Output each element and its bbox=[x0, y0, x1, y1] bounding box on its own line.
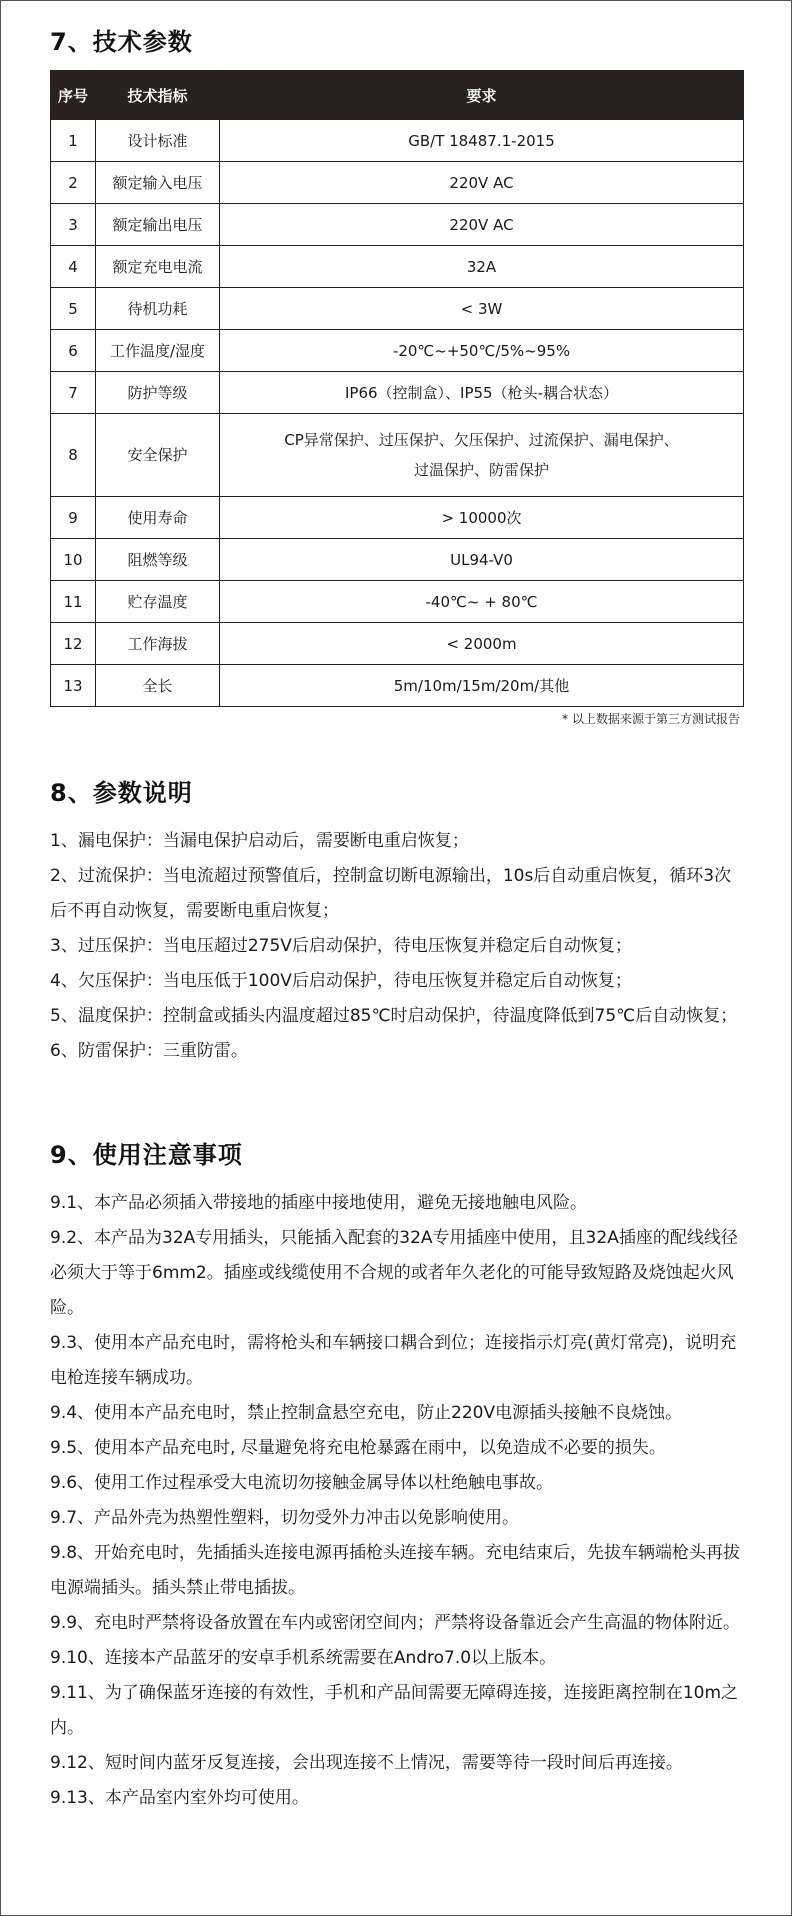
requirement-line-1: CP异常保护、过压保护、欠压保护、过流保护、漏电保护、 bbox=[284, 431, 679, 449]
table-row bbox=[51, 665, 744, 707]
row-index: 12 bbox=[51, 623, 96, 665]
list-item: 5、温度保护：控制盒或插头内温度超过85℃时启动保护，待温度降低到75℃后自动恢复； bbox=[50, 1006, 738, 1026]
row-index: 3 bbox=[51, 204, 96, 246]
row-index: 9 bbox=[51, 497, 96, 539]
row-requirement: 32A bbox=[220, 246, 744, 288]
row-spec: 防护等级 bbox=[96, 372, 220, 414]
row-index: 4 bbox=[51, 246, 96, 288]
table-row bbox=[51, 497, 744, 539]
tech-params-table bbox=[50, 70, 744, 707]
list-item: 1、漏电保护：当漏电保护启动后，需要断电重启恢复； bbox=[50, 831, 469, 851]
row-index: 7 bbox=[51, 372, 96, 414]
row-spec: 安全保护 bbox=[96, 414, 220, 497]
row-index: 8 bbox=[51, 414, 96, 497]
row-requirement: 220V AC bbox=[220, 204, 744, 246]
row-requirement: GB/T 18487.1-2015 bbox=[220, 120, 744, 162]
usage-notes-title: 9、使用注意事项 bbox=[50, 1141, 243, 1169]
row-index: 6 bbox=[51, 330, 96, 372]
list-item: 9.10、连接本产品蓝牙的安卓手机系统需要在Andro7.0以上版本。 bbox=[50, 1648, 557, 1668]
param-description-title: 8、参数说明 bbox=[50, 779, 193, 807]
row-spec: 额定输入电压 bbox=[96, 162, 220, 204]
row-requirement: < 3W bbox=[220, 288, 744, 330]
header-requirement: 要求 bbox=[220, 71, 744, 120]
list-item: 9.13、本产品室内室外均可使用。 bbox=[50, 1788, 309, 1808]
list-item: 6、防雷保护：三重防雷。 bbox=[50, 1041, 248, 1061]
row-requirement: 220V AC bbox=[220, 162, 744, 204]
list-item: 9.4、使用本产品充电时，禁止控制盒悬空充电，防止220V电源插头接触不良烧蚀。 bbox=[50, 1403, 683, 1423]
row-spec: 工作温度/湿度 bbox=[96, 330, 220, 372]
list-item: 9.12、短时间内蓝牙反复连接，会出现连接不上情况，需要等待一段时间后再连接。 bbox=[50, 1753, 683, 1773]
list-item: 2、过流保护：当电流超过预警值后，控制盒切断电源输出，10s后自动重启恢复，循环3次后不再自动恢复，需要断电重启恢复； bbox=[50, 866, 732, 921]
row-spec: 额定输出电压 bbox=[96, 204, 220, 246]
list-item: 9.11、为了确保蓝牙连接的有效性，手机和产品间需要无障碍连接，连接距离控制在10m之内。 bbox=[50, 1683, 739, 1738]
row-spec: 工作海拔 bbox=[96, 623, 220, 665]
list-item: 9.7、产品外壳为热塑性塑料，切勿受外力冲击以免影响使用。 bbox=[50, 1508, 520, 1528]
row-spec: 全长 bbox=[96, 665, 220, 707]
row-index: 10 bbox=[51, 539, 96, 581]
row-requirement: IP66（控制盒）、IP55（枪头-耦合状态） bbox=[220, 372, 744, 414]
list-item: 4、欠压保护：当电压低于100V后启动保护，待电压恢复并稳定后自动恢复； bbox=[50, 971, 632, 991]
row-index: 1 bbox=[51, 120, 96, 162]
usage-notes-list bbox=[50, 1186, 746, 1816]
row-requirement bbox=[220, 414, 744, 497]
table-row bbox=[51, 581, 744, 623]
row-spec: 贮存温度 bbox=[96, 581, 220, 623]
list-item: 9.2、本产品为32A专用插头，只能插入配套的32A专用插座中使用，且32A插座的配线线径必须大于等于6mm2。插座或线缆使用不合规的或者年久老化的可能导致短路及烧蚀起火风险。 bbox=[50, 1228, 738, 1318]
header-index: 序号 bbox=[51, 71, 96, 120]
table-row bbox=[51, 539, 744, 581]
row-index: 2 bbox=[51, 162, 96, 204]
table-row bbox=[51, 330, 744, 372]
row-requirement: 5m/10m/15m/20m/其他 bbox=[220, 665, 744, 707]
list-item: 9.6、使用工作过程承受大电流切勿接触金属导体以杜绝触电事故。 bbox=[50, 1473, 554, 1493]
table-row bbox=[51, 414, 744, 497]
row-requirement: -20℃~+50℃/5%~95% bbox=[220, 330, 744, 372]
row-requirement: UL94-V0 bbox=[220, 539, 744, 581]
list-item: 9.3、使用本产品充电时，需将枪头和车辆接口耦合到位；连接指示灯亮(黄灯常亮)，说明充电枪连接车辆成功。 bbox=[50, 1333, 737, 1388]
tech-params-title: 7、技术参数 bbox=[50, 28, 193, 56]
table-row bbox=[51, 162, 744, 204]
table-row bbox=[51, 246, 744, 288]
table-header-row bbox=[51, 71, 744, 120]
requirement-line-2: 过温保护、防雷保护 bbox=[413, 461, 549, 479]
row-spec: 使用寿命 bbox=[96, 497, 220, 539]
table-row bbox=[51, 204, 744, 246]
row-spec: 阻燃等级 bbox=[96, 539, 220, 581]
source-note: * 以上数据来源于第三方测试报告 bbox=[562, 712, 740, 726]
param-description-list bbox=[50, 824, 746, 1069]
row-requirement: > 10000次 bbox=[220, 497, 744, 539]
list-item: 9.8、开始充电时，先插插头连接电源再插枪头连接车辆。充电结束后，先拔车辆端枪头再拔电源端插头。插头禁止带电插拔。 bbox=[50, 1543, 741, 1598]
table-row bbox=[51, 120, 744, 162]
row-index: 5 bbox=[51, 288, 96, 330]
header-spec: 技术指标 bbox=[96, 71, 220, 120]
list-item: 9.5、使用本产品充电时, 尽量避免将充电枪暴露在雨中，以免造成不必要的损失。 bbox=[50, 1438, 666, 1458]
row-spec: 待机功耗 bbox=[96, 288, 220, 330]
table-row bbox=[51, 372, 744, 414]
row-spec: 额定充电电流 bbox=[96, 246, 220, 288]
list-item: 9.9、充电时严禁将设备放置在车内或密闭空间内；严禁将设备靠近会产生高温的物体附近。 bbox=[50, 1613, 741, 1633]
list-item: 9.1、本产品必须插入带接地的插座中接地使用，避免无接地触电风险。 bbox=[50, 1193, 588, 1213]
row-index: 13 bbox=[51, 665, 96, 707]
row-requirement: -40℃~ + 80℃ bbox=[220, 581, 744, 623]
list-item: 3、过压保护：当电压超过275V后启动保护，待电压恢复并稳定后自动恢复； bbox=[50, 936, 632, 956]
table-row bbox=[51, 623, 744, 665]
row-spec: 设计标准 bbox=[96, 120, 220, 162]
row-requirement: < 2000m bbox=[220, 623, 744, 665]
row-index: 11 bbox=[51, 581, 96, 623]
table-row bbox=[51, 288, 744, 330]
